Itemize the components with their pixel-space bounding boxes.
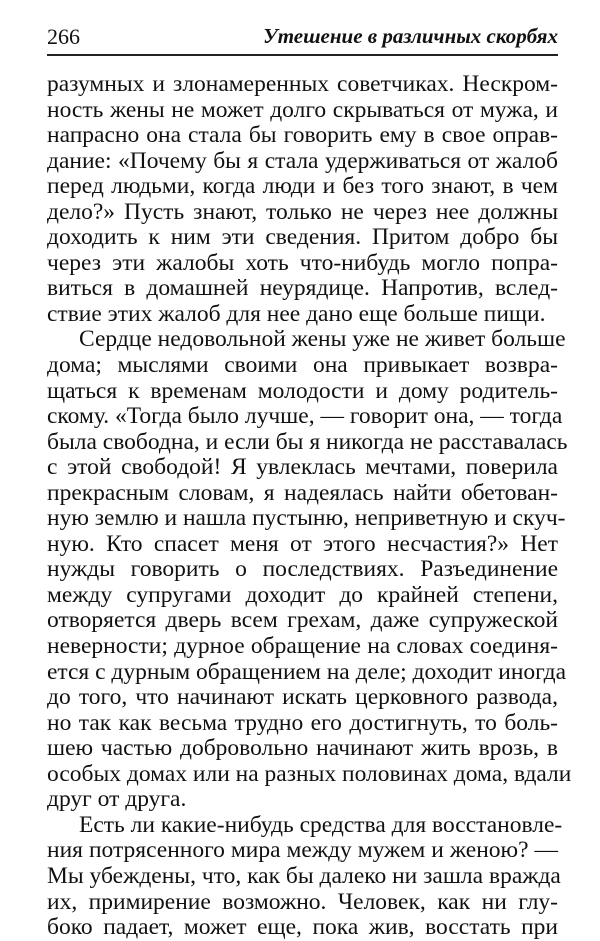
- text-line: скому. «Тогда было лучше, — говорит она, — тогда: [47, 403, 563, 430]
- paragraph: [47, 326, 572, 813]
- text-line: была свободна, и если бы я никогда не расставалась: [47, 428, 568, 455]
- text-line: между супругами доходит до крайней степени,: [47, 581, 558, 608]
- text-line: друг от друга.: [47, 786, 187, 813]
- text-line: шею частью добровольно начинают жить врозь, в: [47, 735, 558, 762]
- page-number: 266: [47, 24, 80, 49]
- text-line: доходить к ним эти сведения. Притом добро бы: [47, 224, 558, 251]
- text-line: Сердце недовольной жены уже не живет больше: [79, 326, 566, 353]
- text-line: щаться к временам молодости и дому родитель-: [47, 377, 558, 404]
- text-line: особых домах или на разных половинах дома, вдали: [47, 760, 572, 787]
- text-line: боко падает, может еще, пока жив, восстать при: [47, 914, 558, 941]
- text-line: неверности; дурное обращение на словах соединя-: [47, 633, 558, 660]
- paragraph: [47, 811, 563, 941]
- text-line: ния потрясенного мира между мужем и женою? —: [47, 837, 558, 864]
- text-line: виться в домашней неурядице. Напротив, вслед-: [47, 275, 558, 302]
- text-line: Есть ли какие-нибудь средства для восстановле-: [79, 811, 563, 838]
- text-line: Мы убеждены, что, как бы далеко ни зашла вражда: [47, 862, 561, 889]
- text-line: прекрасным словам, я надеялась найти обетован-: [47, 479, 558, 506]
- text-line: их, примирение возможно. Человек, как ни глу-: [47, 888, 558, 915]
- text-line: ную. Кто спасет меня от этого несчастия?» Нет: [47, 530, 558, 557]
- text-line: ствие этих жалоб для нее дано еще больше пищи.: [47, 300, 546, 327]
- text-line: отворяется дверь всем грехам, даже супружеской: [47, 607, 558, 634]
- text-line: нужды говорить о последствиях. Разъединение: [47, 556, 558, 583]
- text-line: разумных и злонамеренных советчиках. Нескром-: [47, 71, 558, 97]
- text-line: ность жены не может долго скрываться от мужа, и: [47, 96, 558, 123]
- text-line: дома; мыслями своими она привыкает возвра-: [47, 352, 558, 379]
- page-body: [47, 71, 572, 941]
- text-line: через эти жалобы хоть что-нибудь могло попра-: [47, 249, 558, 276]
- text-line: напрасно она стала бы говорить ему в свое оправ-: [47, 122, 558, 149]
- text-line: ется с дурным обращением на деле; доходит иногда: [47, 658, 567, 685]
- text-line: дание: «Почему бы я стала удерживаться от жалоб: [47, 147, 558, 174]
- text-line: до того, что начинают искать церковного развода,: [47, 684, 558, 711]
- running-header: [47, 20, 558, 56]
- text-line: с этой свободой! Я увлеклась мечтами, поверила: [47, 454, 558, 481]
- text-line: дело?» Пусть знают, только не через нее должны: [47, 198, 558, 225]
- running-title: Утешение в различных скорбях: [263, 24, 558, 48]
- text-line: ную землю и нашла пустыню, неприветную и скуч-: [47, 505, 566, 532]
- text-line: перед людьми, когда люди и без того знают, в чем: [47, 173, 558, 200]
- paragraph: [47, 72, 558, 327]
- text-line: но так как весьма трудно его достигнуть, то боль-: [47, 709, 558, 736]
